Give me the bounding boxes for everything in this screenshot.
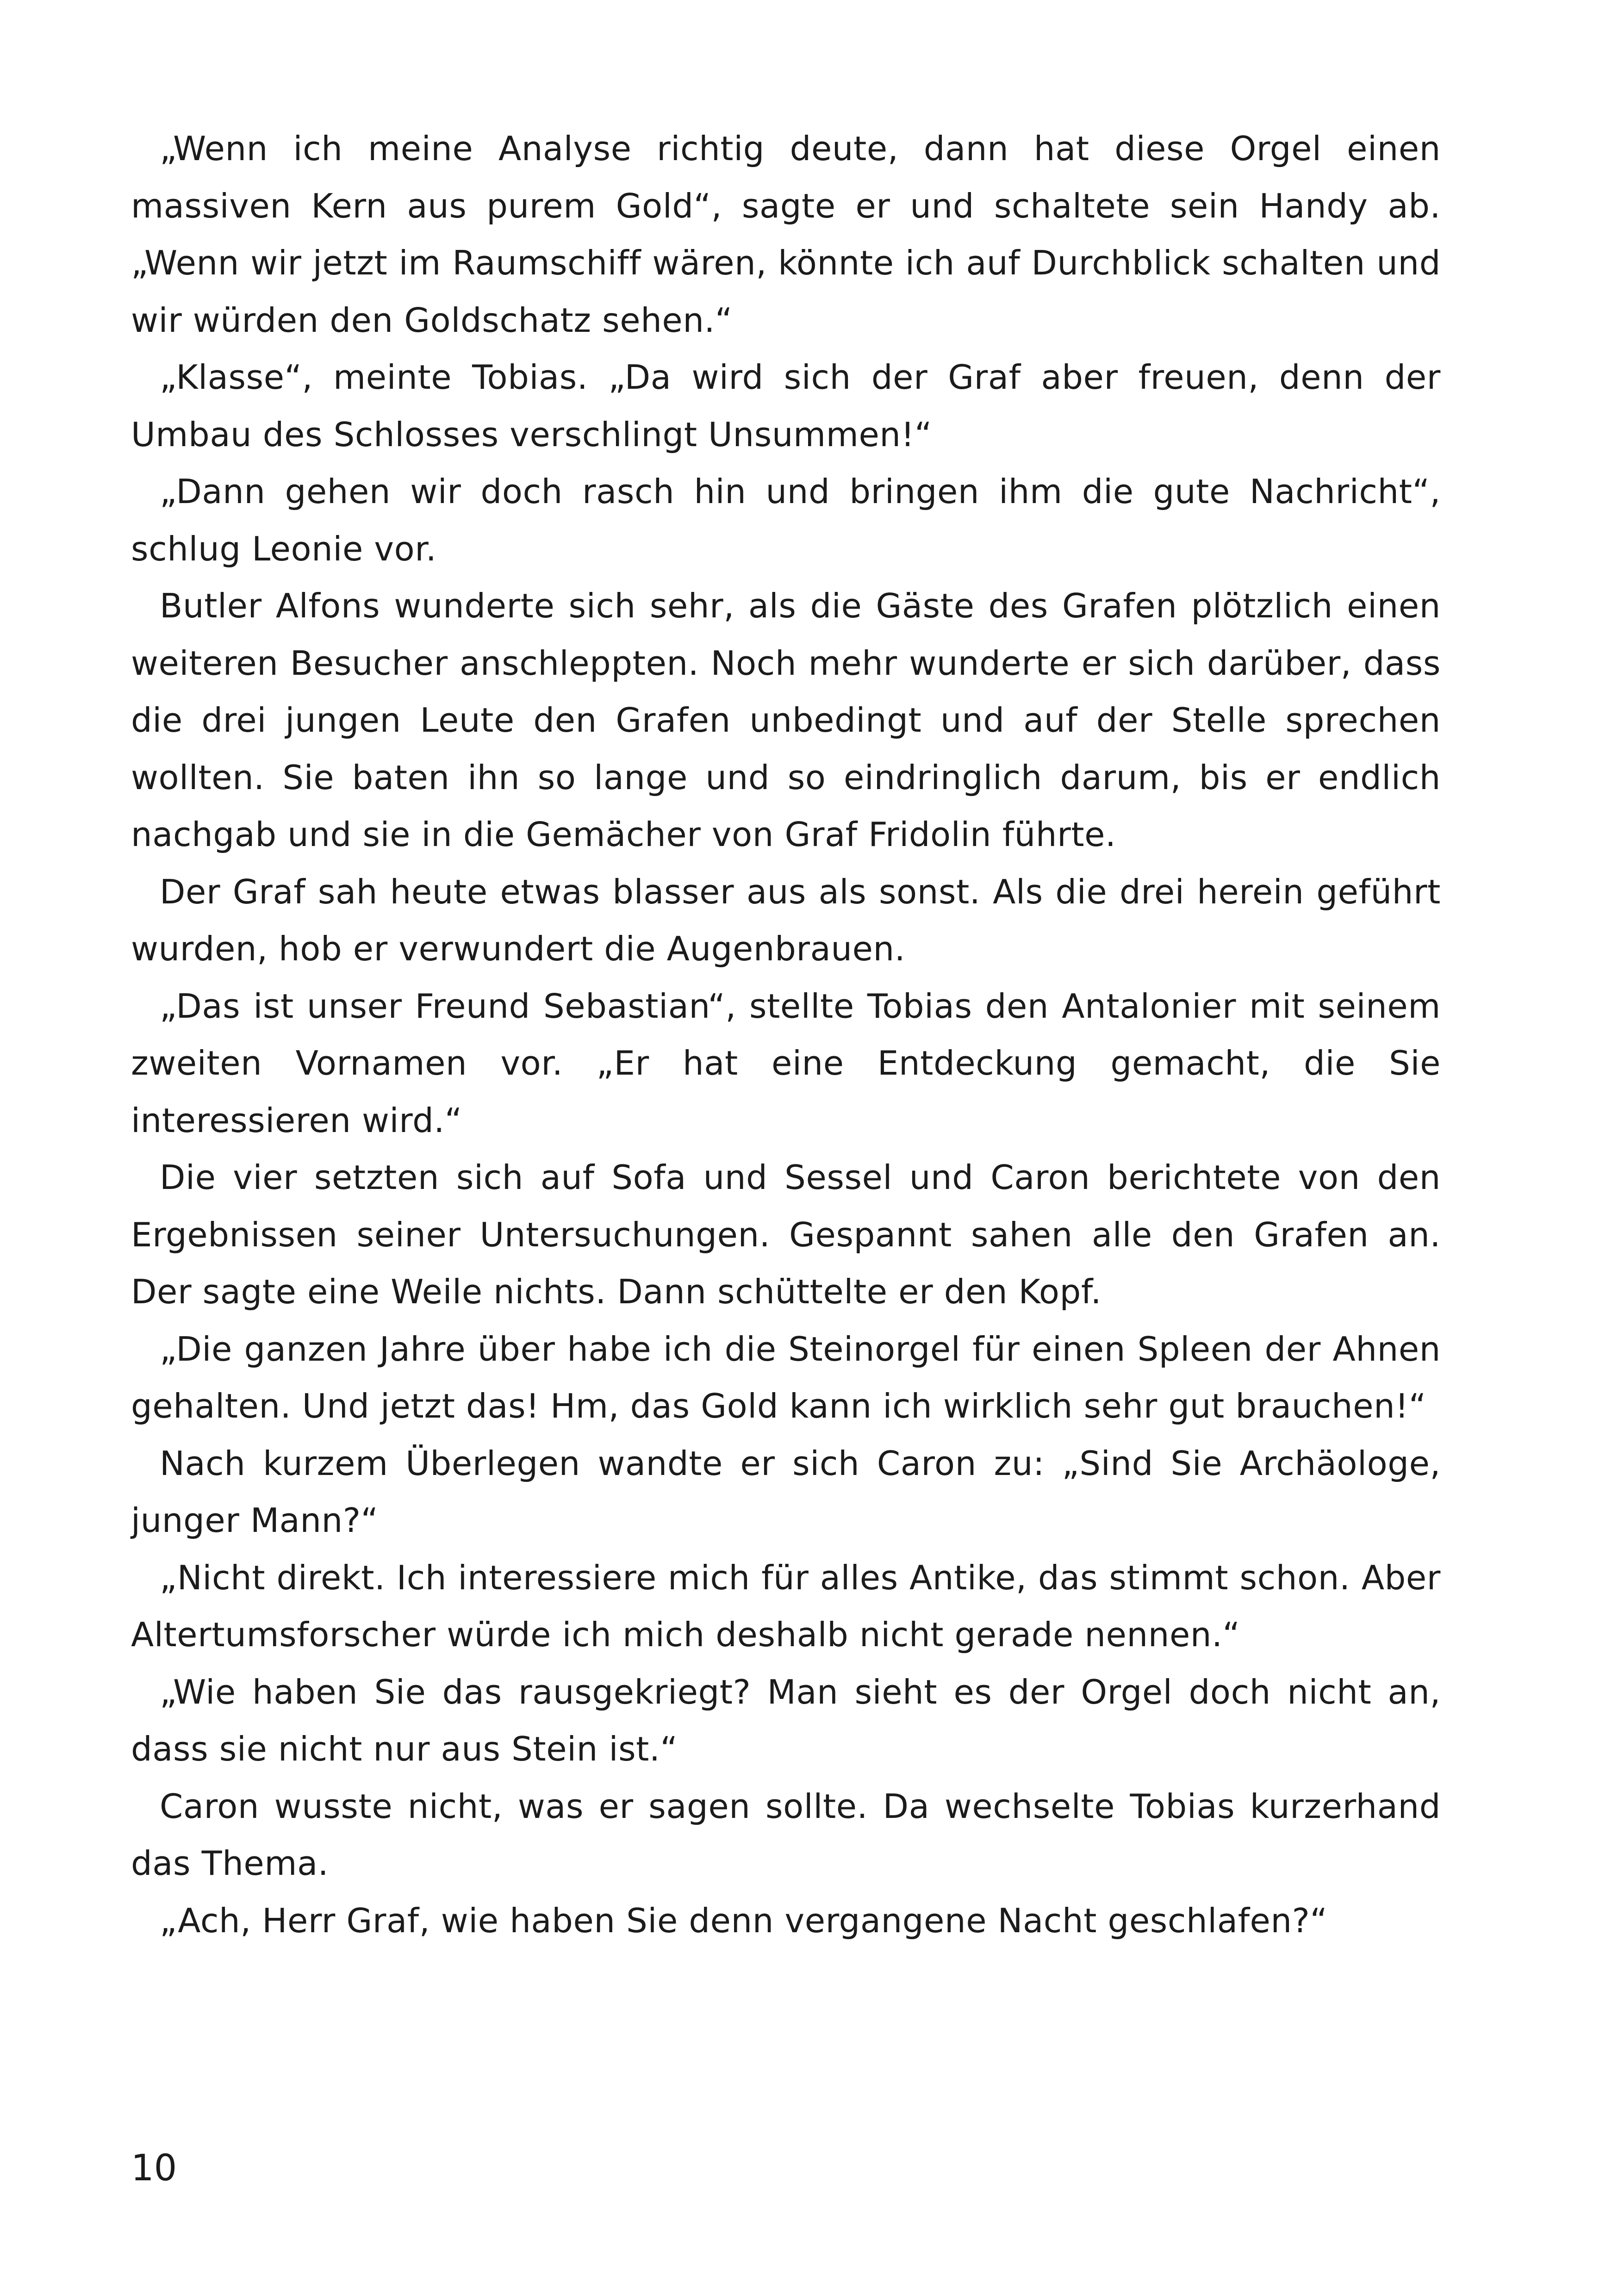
paragraph: „Dann gehen wir doch rasch hin und bringen ihm die gute Nachricht“, schlug Leonie vor. [131,472,1441,568]
paragraph: Der Graf sah heute etwas blasser aus als sonst. Als die drei herein geführt wurden, hob er verwundert die Augenbrauen. [131,872,1441,968]
paragraph: „Die ganzen Jahre über habe ich die Steinorgel für einen Spleen der Ahnen gehalten. Und jetzt das! Hm, das Gold kann ich wirklich sehr gut brauchen!“ [131,1329,1441,1425]
page-number: 10 [131,2147,177,2189]
paragraph: „Wenn ich meine Analyse richtig deute, dann hat diese Orgel einen massiven Kern aus purem Gold“, sagte er und schaltete sein Handy ab. „Wenn wir jetzt im Raumschiff wären, könnte ich auf Durchblick schalten und wir würden den Goldschatz sehen.“ [131,129,1441,340]
paragraph: „Das ist unser Freund Sebastian“, stellte Tobias den Antalonier mit seinem zweiten Vornamen vor. „Er hat eine Entdeckung gemacht, die Sie interessieren wird.“ [131,986,1441,1140]
paragraph: „Wie haben Sie das rausgekriegt? Man sieht es der Orgel doch nicht an, dass sie nicht nur aus Stein ist.“ [131,1672,1441,1768]
paragraph: „Nicht direkt. Ich interessiere mich für alles Antike, das stimmt schon. Aber Altertumsforscher würde ich mich deshalb nicht gerade nennen.“ [131,1558,1441,1654]
paragraph: Caron wusste nicht, was er sagen sollte. Da wechselte Tobias kurzerhand das Thema. [131,1786,1441,1883]
paragraph: Nach kurzem Überlegen wandte er sich Caron zu: „Sind Sie Archäologe, junger Mann?“ [131,1444,1441,1540]
paragraph: Die vier setzten sich auf Sofa und Sessel und Caron berichtete von den Ergebnissen seiner Untersuchungen. Gespannt sahen alle den Grafen an. Der sagte eine Weile nichts. Dann schüttelte er den Kopf. [131,1158,1441,1311]
paragraph: „Klasse“, meinte Tobias. „Da wird sich der Graf aber freuen, denn der Umbau des Schlosses verschlingt Unsummen!“ [131,358,1441,454]
paragraph: Butler Alfons wunderte sich sehr, als die Gäste des Grafen plötzlich einen weiteren Besucher anschleppten. Noch mehr wunderte er sich darüber, dass die drei jungen Leute den Grafen unbedingt und auf der Stelle sprechen wollten. Sie baten ihn so lange und so eindringlich darum, bis er endlich nachgab und sie in die Gemächer von Graf Fridolin führte. [131,586,1441,854]
body-text [131,120,1441,1949]
paragraph: „Ach, Herr Graf, wie haben Sie denn vergangene Nacht geschlafen?“ [160,1901,1328,1940]
